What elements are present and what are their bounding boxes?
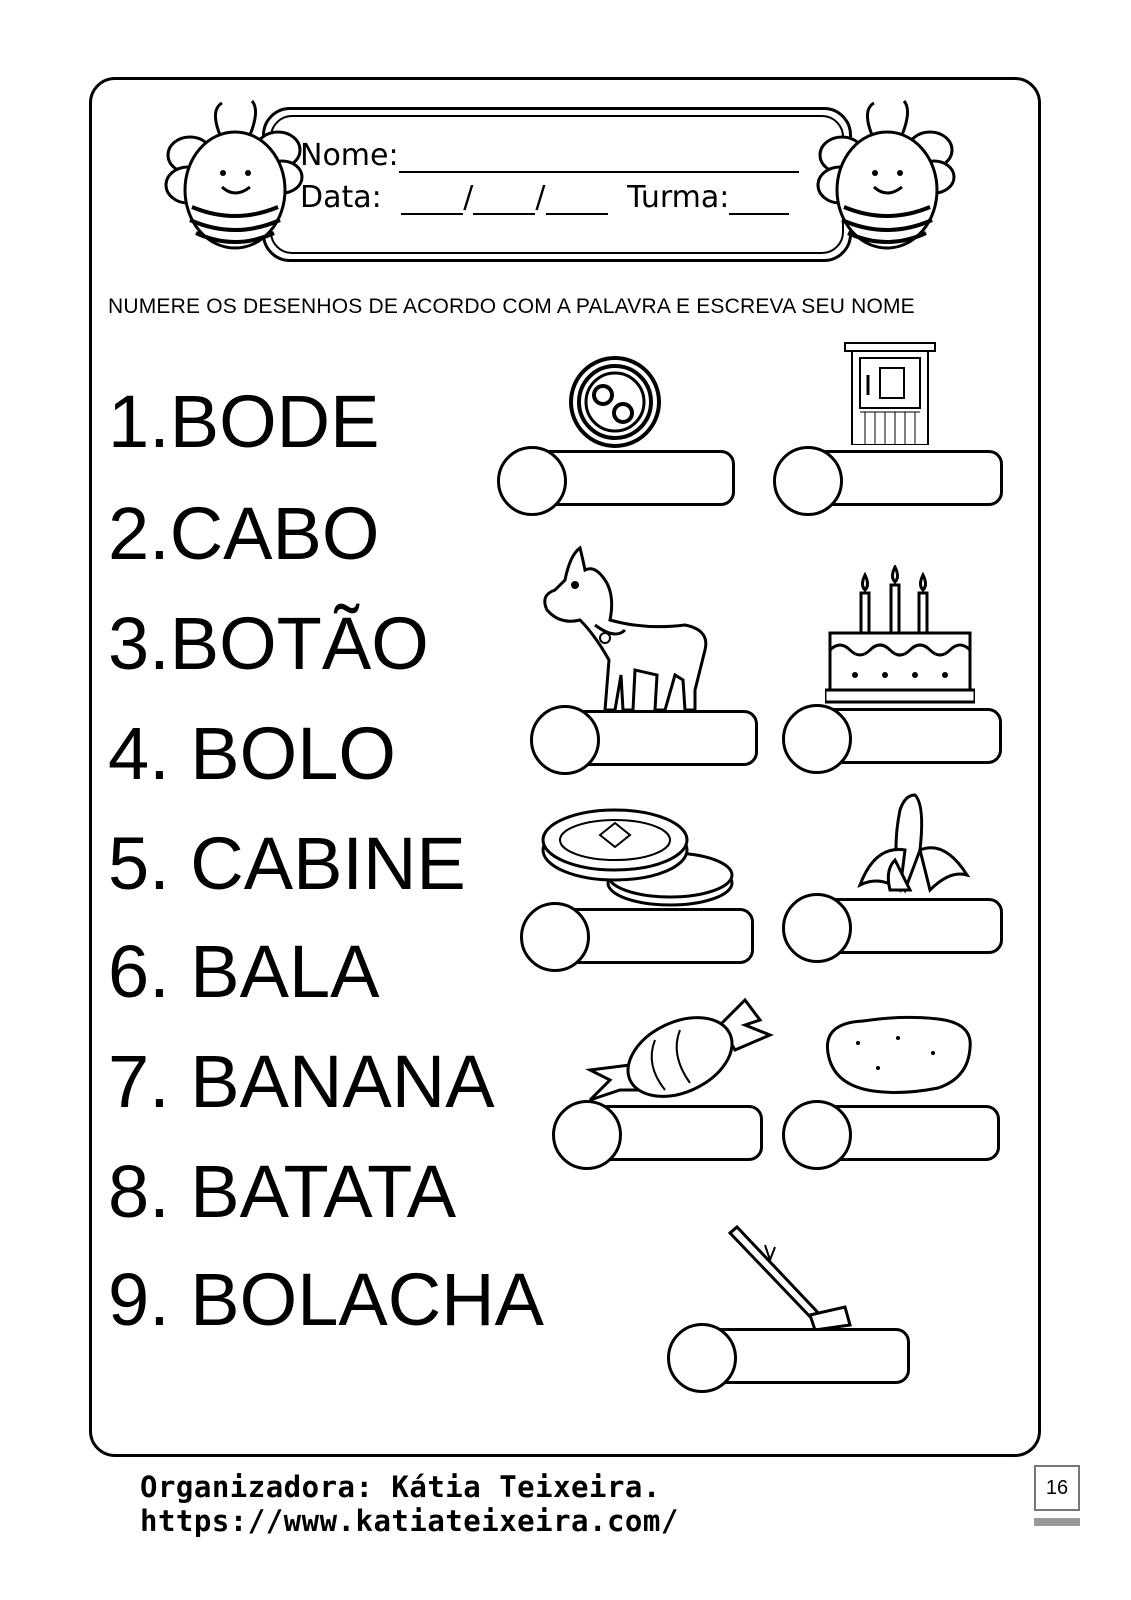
date-label: Data: (300, 180, 382, 215)
number-circle[interactable] (782, 1100, 852, 1170)
date-separator: / (463, 180, 474, 215)
day-input-line[interactable] (401, 187, 463, 215)
number-circle[interactable] (773, 446, 843, 516)
name-label: Nome: (300, 138, 399, 173)
date-field (300, 180, 789, 215)
potato-icon (818, 1013, 978, 1098)
class-input-line[interactable] (729, 187, 789, 215)
word-item: 5. CABINE (108, 822, 466, 905)
word-item: 1.BODE (108, 380, 380, 463)
bee-right-icon (812, 95, 962, 255)
word-item: 9. BOLACHA (108, 1258, 544, 1341)
month-input-line[interactable] (473, 187, 535, 215)
page-number: 16 (1034, 1465, 1080, 1511)
number-circle[interactable] (497, 446, 567, 516)
date-separator: / (535, 180, 546, 215)
word-item: 4. BOLO (108, 712, 396, 795)
number-circle[interactable] (520, 902, 590, 972)
word-item: 8. BATATA (108, 1150, 457, 1233)
bee-left-icon (160, 95, 310, 255)
number-circle[interactable] (782, 704, 852, 774)
name-field (300, 138, 799, 173)
footer-credit: Organizadora: Kátia Teixeira. https://www.katiateixeira.com/ (140, 1470, 679, 1538)
cookies-icon (540, 805, 740, 910)
word-item: 2.CABO (108, 492, 380, 575)
phone-booth-icon (840, 340, 940, 445)
goat-icon (535, 540, 715, 715)
word-item: 6. BALA (108, 930, 380, 1013)
class-label: Turma: (627, 180, 730, 215)
year-input-line[interactable] (546, 187, 608, 215)
broom-handle-icon (725, 1225, 865, 1335)
number-circle[interactable] (782, 893, 852, 963)
number-circle[interactable] (530, 705, 600, 775)
birthday-cake-icon (825, 565, 975, 705)
instruction-text: NUMERE OS DESENHOS DE ACORDO COM A PALAVRA E ESCREVA SEU NOME (108, 295, 915, 318)
number-circle[interactable] (667, 1323, 737, 1393)
word-item: 7. BANANA (108, 1040, 495, 1123)
button-icon (565, 355, 665, 450)
banana-icon (855, 790, 975, 900)
number-circle[interactable] (552, 1100, 622, 1170)
name-input-line[interactable] (399, 145, 799, 173)
candy-icon (585, 995, 775, 1105)
page-number-bar (1034, 1518, 1080, 1526)
word-item: 3.BOTÃO (108, 602, 429, 685)
